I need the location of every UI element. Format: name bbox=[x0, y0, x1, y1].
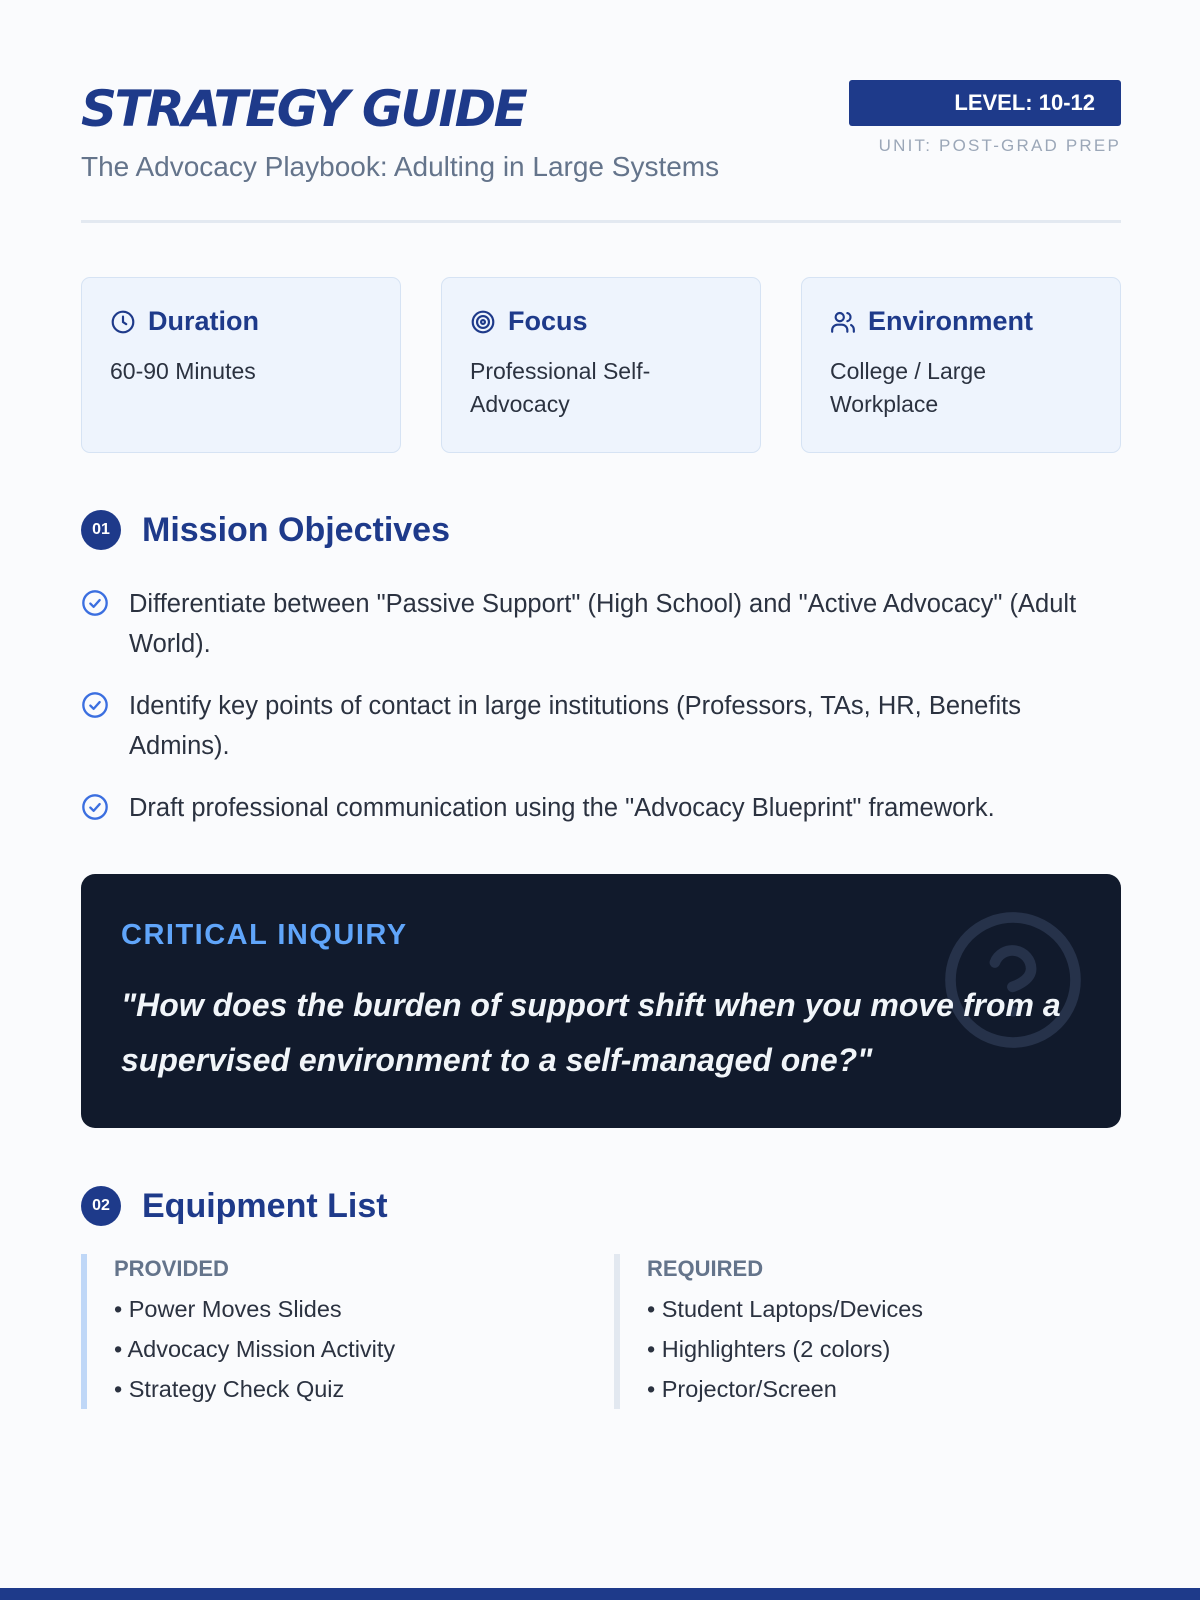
critical-inquiry-panel bbox=[81, 874, 1121, 1128]
card-title: Duration bbox=[148, 306, 259, 336]
card-value: 60-90 Minutes bbox=[110, 358, 256, 384]
inquiry-quote: "How does the burden of support shift when you move from a supervised environment to a self-managed one?" bbox=[121, 987, 1061, 1078]
clock-icon bbox=[110, 309, 136, 335]
list-item: • Strategy Check Quiz bbox=[114, 1376, 345, 1402]
required-label: REQUIRED bbox=[647, 1256, 764, 1281]
required-column bbox=[614, 1254, 1121, 1409]
provided-label: PROVIDED bbox=[114, 1256, 229, 1281]
focus-card bbox=[441, 277, 761, 453]
list-item: • Student Laptops/Devices bbox=[647, 1296, 924, 1322]
objective-text: Draft professional communication using the "Advocacy Blueprint" framework. bbox=[129, 794, 995, 822]
list-item bbox=[81, 686, 1121, 766]
list-item: • Projector/Screen bbox=[647, 1376, 837, 1402]
inquiry-label: CRITICAL INQUIRY bbox=[121, 919, 408, 951]
list-item: • Power Moves Slides bbox=[114, 1296, 342, 1322]
card-value: College / Large Workplace bbox=[830, 358, 986, 417]
level-badge: LEVEL: 10-12 bbox=[849, 80, 1121, 126]
objective-text: Identify key points of contact in large institutions (Professors, TAs, HR, Benefits Admins). bbox=[129, 692, 1021, 760]
required-list bbox=[647, 1289, 1121, 1409]
equipment-lists bbox=[81, 1254, 1121, 1409]
list-item bbox=[81, 584, 1121, 664]
list-item: • Advocacy Mission Activity bbox=[114, 1336, 396, 1362]
objectives-heading bbox=[81, 510, 450, 550]
equipment-heading bbox=[81, 1186, 388, 1226]
card-value: Professional Self-Advocacy bbox=[470, 358, 651, 417]
footer-bar bbox=[0, 1588, 1200, 1600]
section-title: Equipment List bbox=[142, 1186, 388, 1225]
header-divider bbox=[81, 220, 1121, 223]
users-icon bbox=[830, 309, 856, 335]
objectives-list bbox=[81, 584, 1121, 850]
target-icon bbox=[470, 309, 496, 335]
duration-card bbox=[81, 277, 401, 453]
card-title: Environment bbox=[868, 306, 1034, 336]
info-cards bbox=[81, 277, 1121, 453]
objective-text: Differentiate between "Passive Support" (High School) and "Active Advocacy" (Adult World). bbox=[129, 590, 1077, 658]
header bbox=[81, 78, 1121, 223]
provided-column bbox=[81, 1254, 614, 1409]
section-number-badge: 02 bbox=[81, 1186, 121, 1226]
unit-label: UNIT: POST-GRAD PREP bbox=[878, 136, 1121, 155]
card-title: Focus bbox=[508, 306, 588, 336]
section-title: Mission Objectives bbox=[142, 510, 450, 549]
list-item: • Highlighters (2 colors) bbox=[647, 1336, 891, 1362]
check-circle-icon bbox=[81, 589, 109, 617]
check-circle-icon bbox=[81, 793, 109, 821]
check-circle-icon bbox=[81, 691, 109, 719]
provided-list bbox=[114, 1289, 614, 1409]
page-subtitle: The Advocacy Playbook: Adulting in Large Systems bbox=[81, 151, 720, 182]
environment-card bbox=[801, 277, 1121, 453]
section-number-badge: 01 bbox=[81, 510, 121, 550]
page-title: STRATEGY GUIDE bbox=[81, 80, 526, 138]
list-item bbox=[81, 788, 1121, 828]
